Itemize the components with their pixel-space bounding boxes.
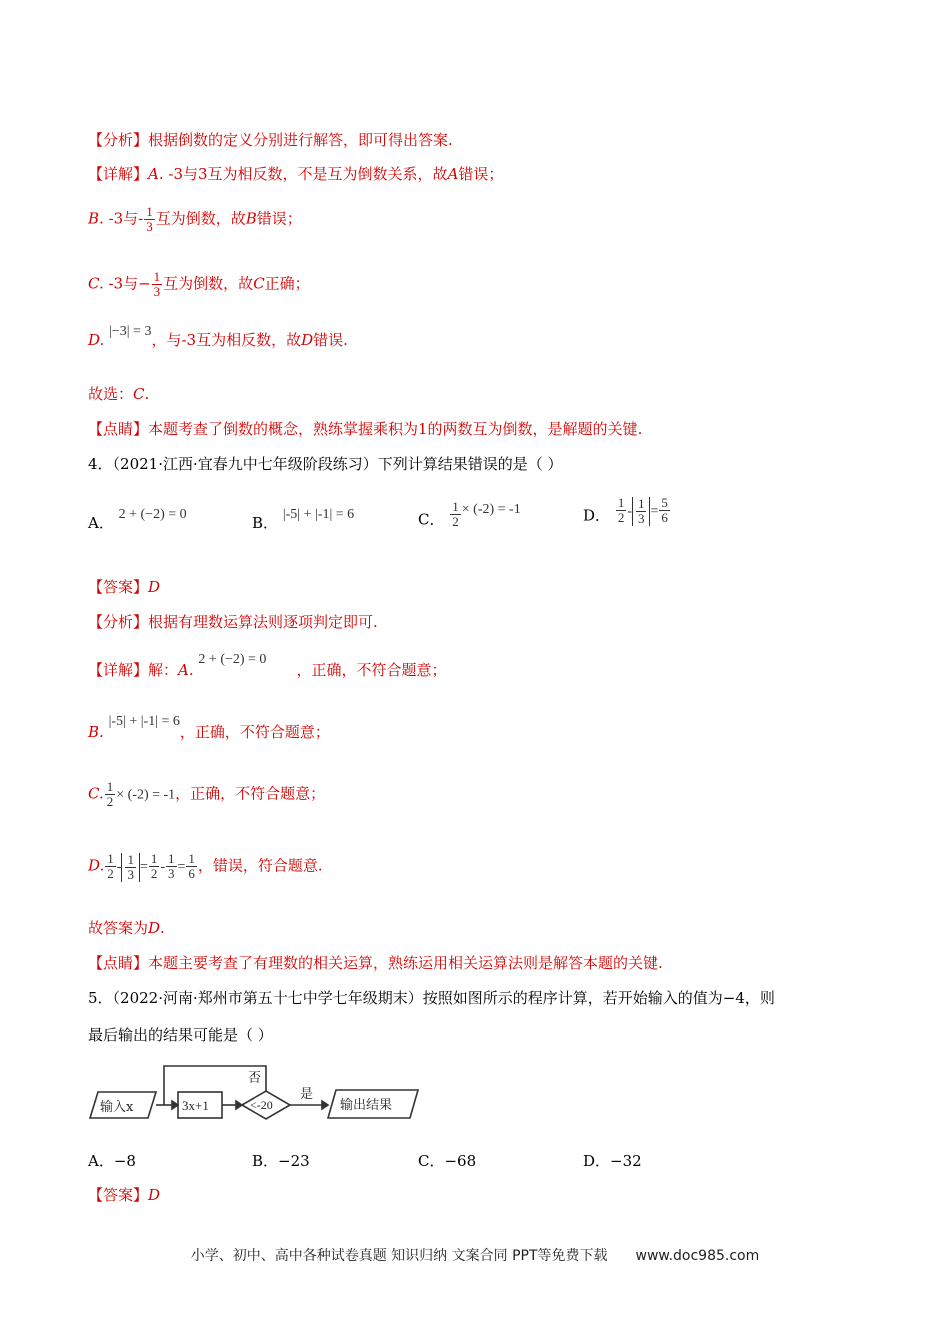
option-label: D.: [88, 331, 105, 349]
q3-detail-b: [88, 205, 302, 234]
fraction: $\frac{1}{6}$: [188, 851, 195, 881]
fraction: $\frac{1}{2}$: [617, 495, 625, 525]
q5-stem-line2: [88, 1025, 273, 1045]
fraction: $\frac{5}{6}$: [661, 495, 668, 525]
fraction: $\frac{1}{2}$: [150, 851, 158, 881]
option-label: B．: [252, 514, 279, 532]
detail-tag: 【详解】: [88, 165, 149, 183]
analysis-text: 根据有理数运算法则逐项判定即可.: [148, 613, 378, 631]
option-label: C.: [88, 784, 104, 803]
detail-text: ，正确，不符合题意；: [175, 784, 326, 803]
q5-option-c: C．−68: [418, 1152, 477, 1170]
math-operator: =: [650, 503, 659, 519]
fraction: $\frac{1}{2}$: [452, 499, 459, 529]
q4-option-c: [418, 499, 521, 535]
answer-tag: 【答案】: [88, 1186, 149, 1204]
q3-choose: [88, 384, 149, 404]
answer-letter: D: [148, 919, 161, 937]
flow-input-label: 输入x: [100, 1100, 134, 1115]
detail-text: 互为倒数，故: [163, 274, 254, 293]
q4-detail-b: [88, 714, 330, 744]
comment-text: 本题主要考查了有理数的相关运算，熟练运用相关运算法则是解答本题的关键.: [148, 954, 663, 972]
detail-text: 正确；: [264, 274, 310, 293]
math-expression: × (-2) = -1: [116, 787, 176, 803]
analysis-tag: 【分析】: [88, 613, 149, 631]
q4-detail-c: [88, 780, 325, 809]
detail-text: 错误；: [458, 165, 504, 183]
q4-detail-a: [88, 652, 447, 682]
q3-detail-c: [88, 270, 310, 299]
final-text: 故答案为: [88, 919, 149, 937]
detail-text: -3与-: [103, 209, 144, 228]
option-label: A.: [148, 165, 164, 183]
option-label: D．: [583, 506, 611, 525]
question-stem: 最后输出的结果可能是（ ）: [88, 1026, 273, 1044]
q4-analysis: [88, 612, 378, 632]
question-stem: 按照如图所示的程序计算，若开始输入的值为−4，则: [422, 989, 775, 1007]
q3-comment: [88, 419, 642, 439]
option-label: D.: [88, 856, 105, 875]
absolute-value: $\frac{1}{3}$: [121, 853, 140, 882]
q4-final: [88, 918, 165, 938]
detail-text: -3与3互为相反数，不是互为倒数关系，故: [163, 165, 448, 183]
fraction: $\frac{1}{3}$: [153, 269, 161, 299]
math-expression: 2 + (−2) = 0: [118, 507, 187, 522]
q4-comment: [88, 953, 663, 973]
math-expression: 2 + (−2) = 0: [198, 652, 267, 667]
question-source: （2021·江西·宜春九中七年级阶段练习）: [112, 455, 378, 473]
flow-cond-label: <-20: [250, 1098, 273, 1112]
detail-tag: 【详解】: [88, 661, 149, 679]
answer-letter: D: [148, 1186, 161, 1204]
option-letter: C: [253, 274, 265, 293]
question-number: 5．: [88, 989, 113, 1007]
q5-option-a: A．−8: [88, 1152, 136, 1170]
q4-detail-d: D. $\frac{1}{2}$ - $\frac{1}{3}$ = $\frac{1}{2}$ - $\frac{1}{3}$ = $\frac{1}{6}$ ，错误，符合题意.: [88, 851, 323, 882]
comment-text: 本题考查了倒数的概念，熟练掌握乘积为1的两数互为倒数，是解题的关键.: [148, 420, 643, 438]
fraction: $\frac{1}{2}$: [106, 779, 114, 809]
option-letter: D: [301, 331, 314, 349]
option-label: B.: [88, 209, 104, 228]
option-letter: C: [133, 385, 145, 403]
q5-option-b: B．−23: [252, 1152, 310, 1170]
fraction: $\frac{1}{2}$: [107, 851, 114, 881]
flow-output-label: 输出结果: [340, 1098, 393, 1113]
option-label: C.: [88, 274, 104, 293]
comment-tag: 【点睛】: [88, 420, 149, 438]
question-stem: 下列计算结果错误的是（ ）: [377, 455, 563, 473]
q3-analysis: [88, 130, 453, 150]
detail-text: -3与−: [103, 274, 151, 293]
punctuation: .: [160, 919, 165, 937]
q3-detail-d: [88, 324, 348, 352]
detail-text: 互为倒数，故: [155, 209, 246, 228]
answer-tag: 【答案】: [88, 578, 149, 596]
math-expression: |−3| = 3: [109, 324, 152, 339]
detail-text: 错误.: [313, 331, 348, 349]
detail-text: 解：: [148, 661, 179, 679]
option-label: A.: [178, 661, 194, 679]
footer-site-link[interactable]: www.doc985.com: [635, 1248, 760, 1264]
math-expression: |-5| + |-1| = 6: [282, 507, 355, 522]
option-label: A．: [88, 514, 114, 532]
question-source: （2022·河南·郑州市第五十七中学七年级期末）: [112, 989, 423, 1007]
detail-text: ，错误，符合题意.: [197, 856, 323, 875]
option-label: C．: [418, 510, 445, 529]
flow-yes-label: 是: [300, 1087, 314, 1102]
option-letter: A: [447, 165, 459, 183]
q4-answer: [88, 577, 160, 597]
q3-detail-a: [88, 164, 503, 184]
detail-text: ，正确，不符合题意；: [296, 661, 447, 679]
q5-option-d: D．−32: [583, 1152, 642, 1170]
choose-text: 故选：: [88, 385, 134, 403]
fraction: $\frac{1}{3}$: [168, 851, 175, 881]
page-footer: [0, 1245, 950, 1265]
detail-text: 错误；: [256, 209, 302, 228]
comment-tag: 【点睛】: [88, 954, 149, 972]
q4-option-b: [252, 507, 355, 533]
option-label: B.: [88, 723, 104, 741]
q5-answer: [88, 1185, 160, 1205]
q5-stem-line1: [88, 988, 775, 1008]
detail-text: ，与-3互为相反数，故: [151, 331, 302, 349]
flow-no-label: 否: [248, 1071, 262, 1086]
punctuation: .: [144, 385, 150, 403]
option-letter: B: [245, 209, 257, 228]
flowchart: [88, 1060, 428, 1126]
q4-stem: [88, 454, 563, 474]
absolute-value: $\frac{1}{3}$: [632, 497, 651, 526]
question-number: 4．: [88, 455, 113, 473]
detail-text: ，正确，不符合题意；: [179, 723, 330, 741]
answer-letter: D: [148, 578, 161, 596]
footer-text: 小学、初中、高中各种试卷真题 知识归纳 文案合同 PPT等免费下载: [190, 1248, 608, 1264]
analysis-text: 根据倒数的定义分别进行解答，即可得出答案.: [148, 131, 453, 149]
q4-option-a: [88, 507, 187, 533]
flow-expr-label: 3x+1: [182, 1098, 209, 1113]
analysis-tag: 【分析】: [88, 131, 149, 149]
fraction: $\frac{1}{3}$: [146, 204, 153, 234]
q4-option-d: D． $\frac{1}{2}$ - $\frac{1}{3}$ = $\frac{5}{6}$: [583, 495, 668, 526]
math-expression: |-5| + |-1| = 6: [108, 714, 180, 729]
math-expression: × (-2) = -1: [461, 501, 521, 517]
